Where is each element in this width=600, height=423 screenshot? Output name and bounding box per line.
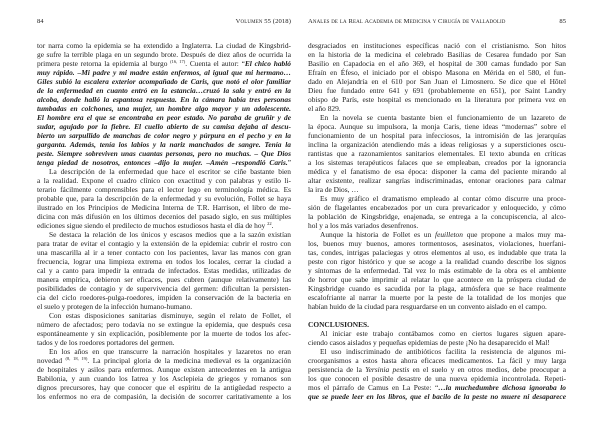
text-line — [37, 338, 291, 347]
text-run: tenga piedad de nosotros, entonces –dijo la mujer. –Amén –respondió Caris. — [37, 158, 288, 167]
page-header — [308, 18, 566, 28]
text-run: En los años en que transcurre la narración hospitales y lazaretos no eran — [49, 347, 291, 356]
text-run: los enfermos no era de compasión, la decisión de socorrer caritativamente a los — [37, 392, 291, 401]
text-line — [37, 392, 291, 401]
text-line — [37, 86, 291, 95]
text-run: Dieu fue fundado entre 641 y 691 (probablemente en 651), por Saint Landry — [308, 86, 566, 95]
text-line — [37, 158, 291, 167]
page-body — [308, 41, 566, 401]
text-run: garganta. Además, tenía los labios y la nariz manchados de sangre. Tenía la — [37, 140, 291, 149]
text-run: feuilleton — [435, 230, 463, 239]
text-line — [37, 167, 291, 176]
running-head: Anales de la Real Academia de Medicina y Cirugía de Valladolid — [308, 18, 506, 25]
text-line — [37, 203, 291, 212]
text-run: espontáneamente y sin explicación, posiblemente por la muerte de todos los afec- — [37, 329, 291, 338]
text-run: número de afectados; pero todavía no se extingue la epidemia, que después cesa — [37, 320, 291, 329]
text-line — [308, 59, 566, 68]
text-run: de hospitales y asilos para enfermos. Aunque existen antecedentes en la antigua — [37, 365, 291, 374]
text-line — [37, 275, 291, 284]
text-run: en el suelo y en otros medios, debe preocupar a — [409, 365, 566, 374]
text-line — [308, 230, 566, 239]
text-run: Kingsbridge cuando es sacudida por la plaga, atmósfera que se hace realmente — [308, 284, 566, 293]
text-run: a los sistemas terapéuticos falaces que se empleaban, creados por la ignorancia — [308, 158, 566, 167]
right-page — [308, 0, 566, 423]
text-line — [308, 257, 566, 266]
text-run: dignos precursores, hay que conocer que el espíritu de la antigüedad respecto a — [37, 383, 291, 392]
text-run: Efraín en Éfeso, el iniciado por el obispo Masona en Mérida en el 580, el fun- — [308, 68, 566, 77]
text-line — [308, 302, 566, 311]
text-line — [308, 347, 566, 356]
text-run: Con estas disposiciones sanitarias disminuye, según el relato de Follet, el — [49, 311, 291, 320]
text-line — [37, 302, 291, 311]
text-run: inclina la organización atendiendo más a ideas religiosas y a supersticiones oscu- — [308, 140, 566, 149]
text-run: funcionamiento de un hospital para infecciosos, la intromisión de las jerarquías — [308, 131, 566, 140]
text-line — [37, 140, 291, 149]
text-line — [37, 293, 291, 302]
text-run: ” — [287, 158, 291, 167]
page-body — [37, 41, 291, 401]
text-line — [37, 347, 291, 356]
text-line — [37, 59, 291, 68]
text-run: Aunque la historia de Follet es un — [320, 230, 436, 239]
text-line — [308, 392, 566, 401]
text-line — [308, 212, 566, 221]
text-line — [37, 185, 291, 194]
text-run: sión de flagelantes encabezados por un cura prevaricador y enloquecido, y cómo — [308, 203, 566, 212]
text-line — [308, 50, 566, 59]
text-line — [37, 212, 291, 221]
text-line — [37, 266, 291, 275]
text-run: altar existente, realizar sangrías indiscriminadas, entonar oraciones para calmar — [308, 176, 566, 185]
text-line — [308, 158, 566, 167]
text-line — [37, 230, 291, 239]
text-run: la época. Aunque su impulsora, la monja Caris, tiene ideas “modernas” sobre el — [308, 122, 566, 131]
text-run: rantistas que a razonamientos sanitarios elementales. El texto abunda en críticas — [308, 149, 566, 158]
text-line — [308, 104, 566, 113]
text-run: el año 829. — [308, 104, 341, 113]
text-run: posibilidades de contagio y de supervivencia del germen: dificultan la persisten- — [37, 284, 291, 293]
text-run: Basilio en Capadocia en el año 369, el hospital de 300 camas fundado por San — [308, 59, 566, 68]
text-line — [308, 356, 566, 365]
text-line — [308, 338, 566, 347]
text-run: La descripción de la enfermedad que hace el escritor se ciñe bastante bien — [49, 167, 291, 176]
text-line — [308, 176, 566, 185]
text-run: . Cuenta el autor: “ — [185, 59, 245, 68]
page-number: 84 — [37, 18, 44, 25]
text-run: Babilonia, y aun cuando los Iatrea y los Asclepieia de griegos y romanos son — [37, 374, 291, 383]
text-run: …la muchedumbre dichosa ignoraba lo — [438, 383, 566, 392]
text-line — [308, 365, 566, 374]
text-run: escalofriante al narrar la muerte por la peste de la totalidad de los monjes que — [308, 293, 566, 302]
reference-citation: 22 — [267, 221, 272, 226]
text-run: terario fácilmente comprensibles para el lector lego en terminología médica. Es — [37, 185, 291, 194]
text-run: dado en Alejandría en el 610 por San Juan el Limosnero. Se dice que el Hôtel — [308, 77, 566, 86]
text-run: la población de Kingsbridge, enajenada, se entrega a la concupiscencia, al alco- — [308, 212, 566, 221]
page-number: 85 — [559, 18, 566, 25]
text-run: ediciones sigue siendo el predilecto de muchos estudiosos hasta el día de hoy — [37, 221, 268, 230]
text-run: Yersinia pestis — [365, 365, 410, 374]
text-line — [37, 113, 291, 122]
text-line — [308, 248, 566, 257]
text-line — [308, 140, 566, 149]
text-run: ciendo casos aislados y pequeñas epidemias de peste ¡No ha desaparecido el Mal! — [308, 338, 550, 347]
text-run: los, buenos muy buenos, amores tormentosos, asesinatos, violaciones, huerfani- — [308, 239, 566, 248]
section-heading — [308, 320, 566, 329]
text-line — [308, 239, 566, 248]
text-line — [37, 257, 291, 266]
text-run: sudar, agujado por la fiebre. El cuello abierto de su camisa dejaba al descu- — [37, 122, 291, 131]
text-line — [308, 329, 566, 338]
text-run: que se puede leer en los libros, que el bacilo de la peste no muere ni desaparece — [308, 392, 566, 401]
text-run: peste. Siempre sobreviven unas cuantas personas, pero no muchas. – Que Dios — [37, 149, 291, 158]
text-line — [308, 68, 566, 77]
text-run: cia del ciclo roedores-pulga-roedores, impiden la conservación de la bacteria en — [37, 293, 291, 302]
text-line — [308, 185, 566, 194]
text-line — [37, 221, 291, 230]
text-run: obispo de París, este hospital es mencionado en la literatura por primera vez en — [308, 95, 566, 104]
text-run: que propone a malos muy ma- — [462, 230, 566, 239]
text-run: bierto un sarpullido de manchas de color negro y púrpura en el pecho y en la — [37, 131, 291, 140]
text-line — [37, 194, 291, 203]
text-line — [37, 68, 291, 77]
text-run: muy rápido. –Mi padre y mi madre están enfermos, al igual que mi hermano… — [37, 68, 291, 77]
text-run: a la realidad. Expone el cuadro clínico con exactitud y con palabras y estilo li- — [37, 176, 291, 185]
text-line — [308, 113, 566, 122]
text-line — [37, 104, 291, 113]
text-run: de la enfermedad en cuanto entró en la estancia…cruzó la sala y entró en la — [37, 86, 291, 95]
text-line — [37, 149, 291, 158]
text-run: En la novela se cuenta bastante bien el funcionamiento de un lazareto de — [320, 113, 566, 122]
text-line — [37, 383, 291, 392]
blank-line — [308, 311, 566, 320]
page-header — [37, 18, 291, 28]
text-line — [308, 293, 566, 302]
text-line — [308, 122, 566, 131]
text-run: hol y a los más variados desenfrenos. — [308, 221, 419, 230]
text-run: en la historia de la medicina el celebrado Basilias de Cesarea fundado por San — [308, 50, 566, 59]
text-line — [37, 284, 291, 293]
text-line — [37, 365, 291, 374]
text-run: novedad — [37, 356, 66, 365]
text-line — [37, 122, 291, 131]
text-run: El hombre era el que se encontraba en peor estado. No paraba de gruñir y de — [37, 113, 291, 122]
text-line — [37, 329, 291, 338]
text-run: . — [271, 221, 274, 230]
text-line — [308, 149, 566, 158]
text-run: . La principal gloria de la medicina medieval es la organización — [87, 356, 291, 365]
text-line — [308, 275, 566, 284]
text-run: médica y el fanatismo de esa época: disponer la cama del paciente mirando al — [308, 167, 566, 176]
text-run: Es muy gráfico el dramatismo empleado al contar cómo discurre una proce- — [320, 194, 566, 203]
text-line — [308, 167, 566, 176]
text-line — [308, 41, 566, 50]
reference-citation: (8, 18, 19) — [65, 356, 88, 361]
text-line — [308, 131, 566, 140]
text-run: tor narra como la epidemia se ha extendido a Inglaterra. La ciudad de Kingsbrid- — [37, 41, 291, 50]
text-line — [37, 320, 291, 329]
text-line — [37, 131, 291, 140]
text-line — [308, 374, 566, 383]
text-line — [37, 239, 291, 248]
text-run: manera empírica, debieron ser eficaces, pues cubren (aunque relativamente) las — [37, 275, 291, 284]
text-run: Se destaca la relación de los únicos y escasos medios que a la sazón existían — [49, 230, 291, 239]
text-line — [308, 86, 566, 95]
text-run: ilustrado en los Principios de Medicina Interna de T.R. Harrison, el libro de me- — [37, 203, 291, 212]
text-line — [308, 194, 566, 203]
text-run: tumbadas en colchones, una mujer, un hombre algo mayor y un adolescente. — [37, 104, 291, 113]
text-run: el suelo y protegen de la infección humano-humano. — [37, 302, 193, 311]
text-run: El chico habló — [244, 59, 291, 68]
text-line — [37, 176, 291, 185]
text-run: peste con rigor histórico y que se acoge a la realidad cuando describe los signos — [308, 257, 566, 266]
left-page — [37, 0, 291, 423]
text-line — [308, 284, 566, 293]
text-run: CONCLUSIONES. — [308, 320, 369, 329]
text-line — [37, 41, 291, 50]
text-run: una mascarilla al ir a tener contacto con los pacientes, lavar las manos con gran — [37, 248, 291, 257]
text-line — [308, 266, 566, 275]
text-run: habían huido de la ciudad para resguardarse en un convento aislado en el campo. — [308, 302, 547, 311]
text-line — [37, 77, 291, 86]
text-line — [37, 374, 291, 383]
text-run: y síntomas de la enfermedad. Tal vez lo más estimable de la obra es el ambiente — [308, 266, 566, 275]
text-run: persistencia de la — [308, 365, 366, 374]
text-run: desgraciados en instituciones específicas nació con el cristianismo. Son hitos — [308, 41, 566, 50]
running-head: Volumen 55 (2018) — [235, 18, 291, 25]
reference-citation: (16, 17) — [170, 59, 186, 64]
text-run: para tratar de evitar el contagio y la extensión de la epidemia: cubrir el rostro con — [37, 239, 291, 248]
text-line — [308, 203, 566, 212]
text-line — [308, 383, 566, 392]
text-run: probable que, para la descripción de la enfermedad y su evolución, Follet se haya — [37, 194, 291, 203]
text-run: alcoba, donde halló la espantosa respuesta. En la cámara había tres personas — [37, 95, 291, 104]
text-line — [37, 50, 291, 59]
text-run: croorganismos a estos hasta ahora eficaces medicamentos. La fácil y muy larga — [308, 356, 566, 365]
text-line — [37, 248, 291, 257]
text-run: de horror que sabe imprimir al relatar lo que acontece en la próspera ciudad de — [308, 275, 566, 284]
text-run: dicina con más difusión en los últimos decenios del pasado siglo, en sus múltiples — [37, 212, 291, 221]
text-line — [37, 95, 291, 104]
text-line — [37, 311, 291, 320]
text-run: Giles subió la escalera exterior acompañado de Caris, que notó el olor familiar — [37, 77, 291, 86]
text-run: la ira de Dios, … — [308, 185, 359, 194]
text-line — [308, 77, 566, 86]
text-line — [37, 356, 291, 365]
text-line — [308, 95, 566, 104]
text-run: ge sufre la terrible plaga en un segundo brote. Después de diez años de ocurrida la — [37, 50, 291, 59]
text-line — [308, 221, 566, 230]
text-run: frecuencia, lograr una limpieza extrema en todos los locales, cerrar la ciudad a — [37, 257, 291, 266]
text-run: tados y de los roedores portadores del germen. — [37, 338, 175, 347]
text-run: primera peste retorna la epidemia al burgo — [37, 59, 171, 68]
text-run: mos el párrafo de Camus en La Peste: “ — [308, 383, 439, 392]
text-run: los que conocen el posible desastre de una nueva epidemia incontrolada. Repeti- — [308, 374, 566, 383]
text-run: tas, condes, intrigas palaciegas y otros elementos al uso, es indudable que trata la — [308, 248, 566, 257]
text-run: Al iniciar este trabajo contábamos como en ciertos lugares siguen apare- — [320, 329, 566, 338]
text-run: cal y a canto para impedir la entrada de infectados. Estas medidas, utilizadas de — [37, 266, 291, 275]
text-run: El uso indiscriminado de antibióticos facilita la resistencia de algunos mi- — [320, 347, 566, 356]
